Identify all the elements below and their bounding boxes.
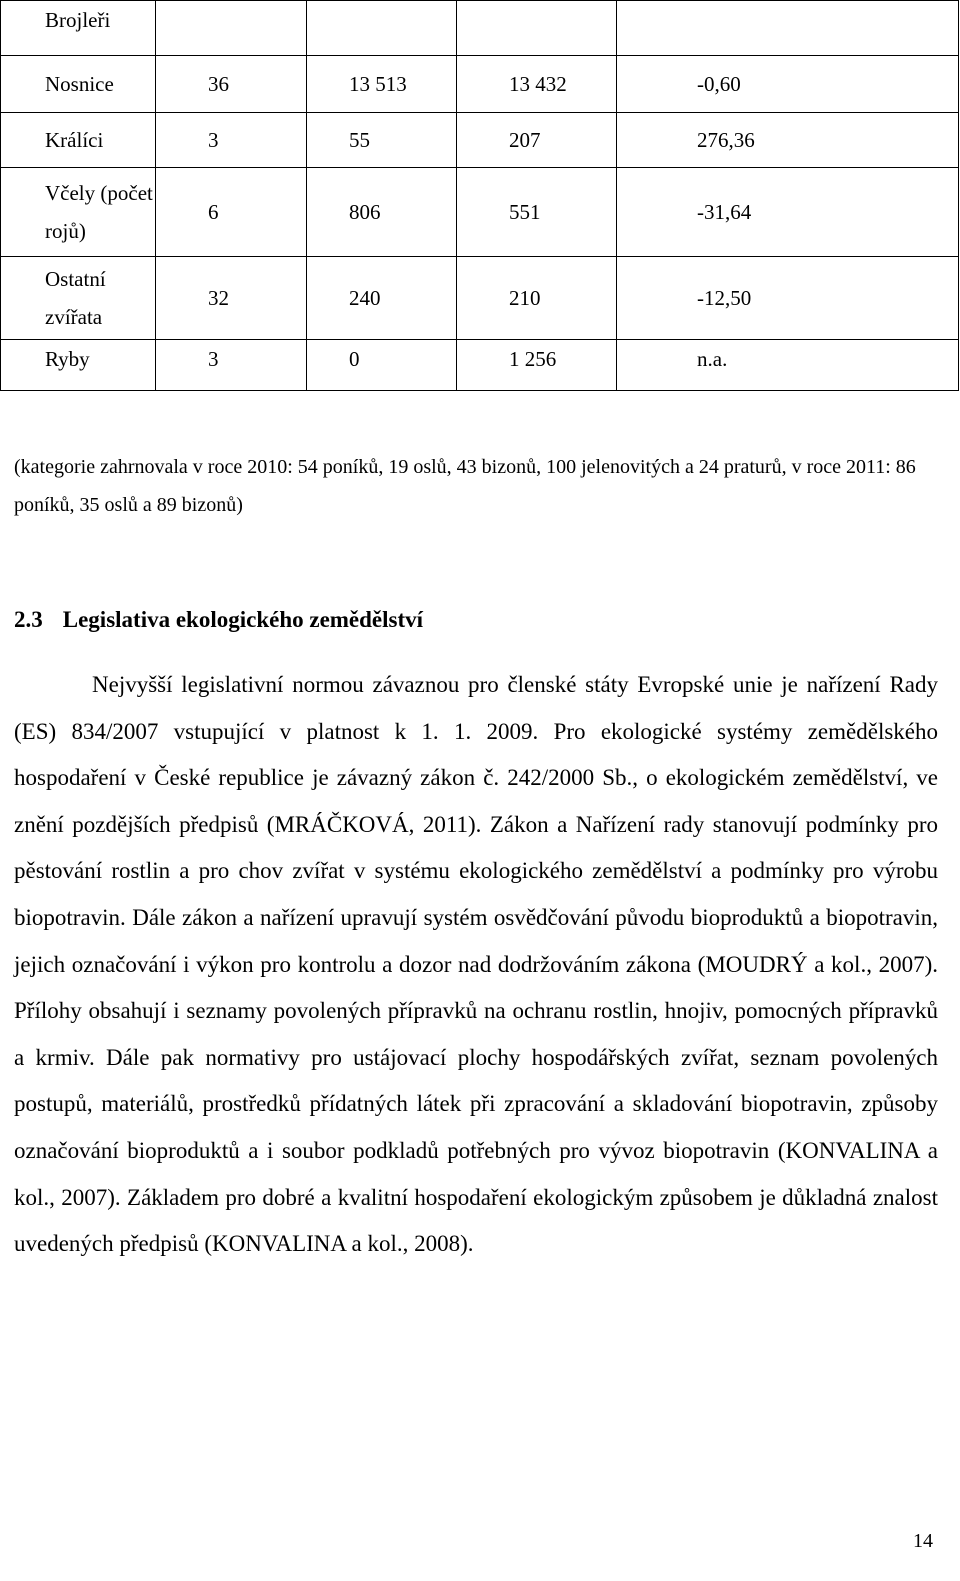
page-number: 14 <box>913 1530 933 1552</box>
table-row <box>1 340 959 391</box>
row-label-line: Ostatní <box>45 267 106 291</box>
table-row <box>1 56 959 113</box>
table-cell: 276,36 <box>617 113 959 168</box>
table-row <box>1 257 959 340</box>
table-cell: 36 <box>156 56 307 113</box>
table-cell: 3 <box>156 113 307 168</box>
section-number: 2.3 <box>14 607 43 632</box>
table-cell: 207 <box>457 113 617 168</box>
table-cell: -0,60 <box>617 56 959 113</box>
table-cell: n.a. <box>617 340 959 391</box>
table-cell <box>156 1 307 56</box>
table-cell <box>457 1 617 56</box>
table-cell <box>307 1 457 56</box>
table-cell: 240 <box>307 257 457 340</box>
table-cell: 13 432 <box>457 56 617 113</box>
table-cell: -31,64 <box>617 168 959 257</box>
table-cell: 210 <box>457 257 617 340</box>
table-cell: 32 <box>156 257 307 340</box>
table-cell <box>617 1 959 56</box>
table-cell: -12,50 <box>617 257 959 340</box>
row-label-line: Včely (počet <box>45 181 153 205</box>
table-cell: 55 <box>307 113 457 168</box>
row-label-line: rojů) <box>45 219 86 243</box>
row-label: Ryby <box>1 340 156 391</box>
table-row <box>1 113 959 168</box>
table-cell: 6 <box>156 168 307 257</box>
table-cell: 0 <box>307 340 457 391</box>
table-row <box>1 168 959 257</box>
section-title: Legislativa ekologického zemědělství <box>62 607 424 632</box>
row-label: Nosnice <box>1 56 156 113</box>
row-label <box>1 257 156 340</box>
row-label-line: zvířata <box>45 305 103 329</box>
table-cell: 551 <box>457 168 617 257</box>
row-label: Brojleři <box>1 1 156 56</box>
table-cell: 1 256 <box>457 340 617 391</box>
row-label <box>1 168 156 257</box>
table-row <box>1 1 959 56</box>
table-cell: 13 513 <box>307 56 457 113</box>
table-cell: 3 <box>156 340 307 391</box>
table-cell: 806 <box>307 168 457 257</box>
table-note: (kategorie zahrnovala v roce 2010: 54 poníků, 19 oslů, 43 bizonů, 100 jelenovitých a 24 praturů, v roce 2011: 86 poníků, 35 oslů a 89 bizonů) <box>14 456 916 516</box>
paragraph-text: Nejvyšší legislativní normou závaznou pro členské státy Evropské unie je nařízení Rady (ES) 834/2007 vstupující v platnost k 1. 1. 2009. Pro ekologické systémy zemědělského hospodaření v České republice je závazný zákon č. 242/2000 Sb., o ekologickém zemědělství, ve znění pozdějších předpisů (MRÁČKOVÁ, 2011). Zákon a Nařízení rady stanovují podmínky pro pěstování rostlin a pro chov zvířat v systému ekologického zemědělství a podmínky pro výrobu biopotravin. Dále zákon a nařízení upravují systém osvědčování původu bioproduktů a biopotravin, jejich označování i výkon pro kontrolu a dozor nad dodržováním zákona (MOUDRÝ a kol., 2007). Přílohy obsahují i seznamy povolených přípravků na ochranu rostlin, hnojiv, pomocných přípravků a krmiv. Dále pak normativy pro ustájovací plochy hospodářských zvířat, seznam povolených postupů, materiálů, prostředků přídatných látek při zpracování a skladování biopotravin, způsoby označování bioproduktů a i soubor podkladů potřebných pro vývoz biopotravin (KONVALINA a kol., 2007). Základem pro dobré a kvalitní hospodaření ekologickým způsobem je důkladná znalost uvedených předpisů (KONVALINA a kol., 2008). <box>14 672 938 1257</box>
section-heading <box>14 600 423 640</box>
body-paragraph <box>14 662 938 1268</box>
livestock-table <box>0 0 959 391</box>
row-label: Králíci <box>1 113 156 168</box>
